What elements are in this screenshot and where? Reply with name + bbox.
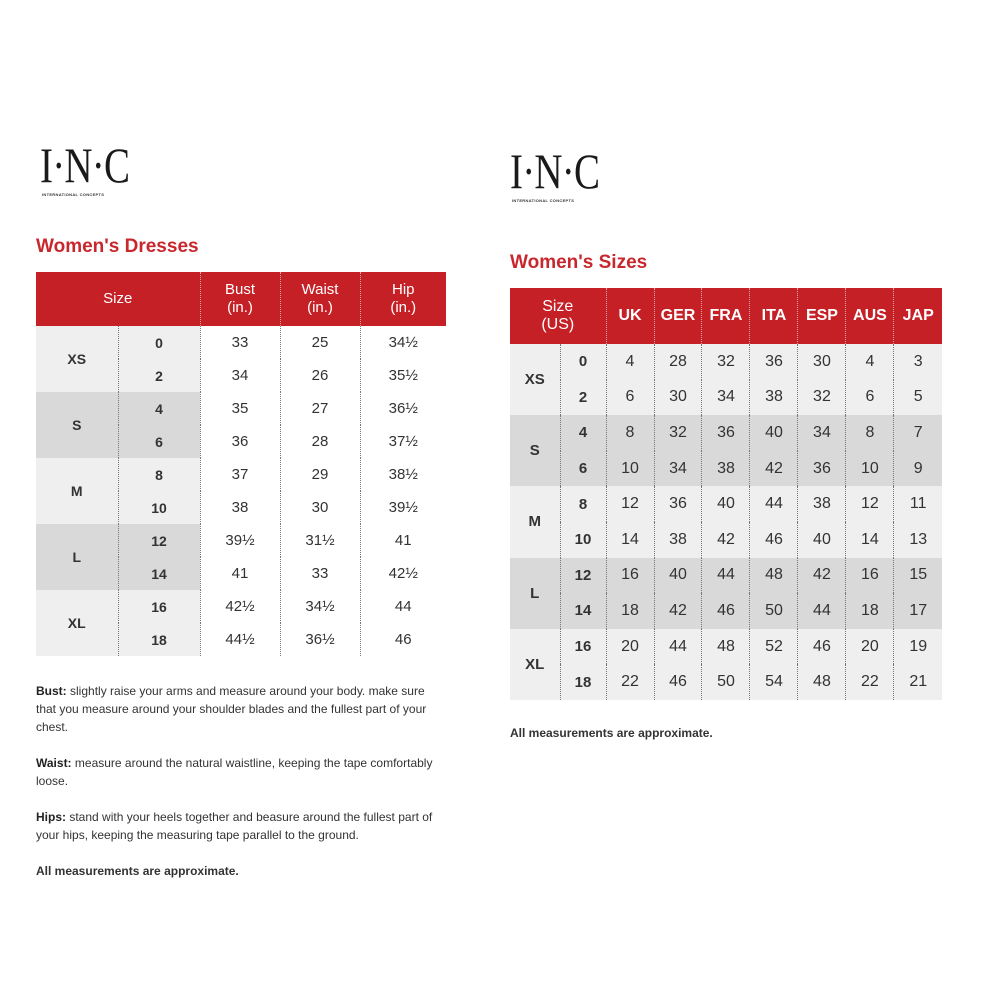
header-country: UK [606,288,654,344]
size-number: 4 [560,415,606,451]
header-country: ITA [750,288,798,344]
country-size-cell: 10 [846,451,894,487]
bust-cell: 38 [200,491,280,524]
country-size-cell: 6 [606,380,654,416]
logo-mark: I·N·C [40,137,130,193]
country-size-cell: 12 [606,486,654,522]
size-number: 18 [560,664,606,700]
country-size-cell: 32 [702,344,750,380]
bust-cell: 39½ [200,524,280,557]
inc-logo [510,143,942,216]
size-number: 12 [560,558,606,594]
country-size-cell: 50 [702,664,750,700]
bust-cell: 36 [200,425,280,458]
country-size-cell: 4 [846,344,894,380]
hip-cell: 34½ [360,326,446,359]
waist-cell: 30 [280,491,360,524]
country-size-cell: 28 [654,344,702,380]
country-size-cell: 44 [654,629,702,665]
country-size-cell: 44 [702,558,750,594]
country-size-cell: 44 [750,486,798,522]
size-letter: XL [510,629,560,700]
waist-cell: 36½ [280,623,360,656]
waist-cell: 33 [280,557,360,590]
table-row [510,522,942,558]
country-size-cell: 12 [846,486,894,522]
table-row [510,629,942,665]
hip-cell: 37½ [360,425,446,458]
size-number: 12 [118,524,200,557]
country-size-cell: 9 [894,451,942,487]
country-size-cell: 11 [894,486,942,522]
size-number: 10 [560,522,606,558]
country-size-cell: 46 [654,664,702,700]
country-size-cell: 14 [606,522,654,558]
logo-mark: I·N·C [510,143,600,199]
country-size-cell: 46 [702,593,750,629]
country-size-cell: 46 [798,629,846,665]
hip-cell: 36½ [360,392,446,425]
size-number: 16 [118,590,200,623]
country-size-cell: 21 [894,664,942,700]
hip-cell: 35½ [360,359,446,392]
country-size-cell: 34 [654,451,702,487]
table-row [510,486,942,522]
bust-cell: 42½ [200,590,280,623]
country-size-cell: 7 [894,415,942,451]
waist-cell: 29 [280,458,360,491]
hip-cell: 39½ [360,491,446,524]
country-size-cell: 17 [894,593,942,629]
dresses-title: Women's Dresses [36,236,199,257]
country-size-cell: 16 [606,558,654,594]
country-size-cell: 38 [798,486,846,522]
header-country: AUS [846,288,894,344]
womens-sizes-panel [510,140,942,740]
country-size-cell: 42 [654,593,702,629]
approximate-note: All measurements are approximate. [510,725,713,740]
country-size-cell: 30 [798,344,846,380]
country-size-cell: 18 [846,593,894,629]
size-number: 16 [560,629,606,665]
country-size-cell: 22 [606,664,654,700]
header-country: ESP [798,288,846,344]
table-row [36,590,446,623]
size-number: 14 [118,557,200,590]
country-size-cell: 36 [798,451,846,487]
bust-cell: 33 [200,326,280,359]
size-letter: L [36,524,118,590]
waist-cell: 27 [280,392,360,425]
international-size-table [510,288,942,700]
size-number: 2 [118,359,200,392]
country-size-cell: 34 [798,415,846,451]
country-size-cell: 40 [798,522,846,558]
bust-cell: 34 [200,359,280,392]
size-number: 10 [118,491,200,524]
sizes-title: Women's Sizes [510,252,648,273]
waist-cell: 26 [280,359,360,392]
country-size-cell: 20 [846,629,894,665]
country-size-cell: 13 [894,522,942,558]
country-size-cell: 38 [654,522,702,558]
country-size-cell: 42 [798,558,846,594]
country-size-cell: 48 [702,629,750,665]
country-size-cell: 44 [798,593,846,629]
country-size-cell: 8 [606,415,654,451]
country-size-cell: 36 [702,415,750,451]
country-size-cell: 54 [750,664,798,700]
country-size-cell: 42 [702,522,750,558]
header-size: Size [36,272,200,326]
size-letter: XS [36,326,118,392]
size-letter: L [510,558,560,629]
inc-logo [40,137,446,210]
table-row [36,392,446,425]
header-hip: Hip (in.) [360,272,446,326]
country-size-cell: 32 [798,380,846,416]
table-row [510,664,942,700]
size-number: 2 [560,380,606,416]
waist-cell: 28 [280,425,360,458]
waist-cell: 34½ [280,590,360,623]
header-bust: Bust (in.) [200,272,280,326]
size-letter: M [510,486,560,557]
size-letter: S [510,415,560,486]
hips-note: Hips: stand with your heels together and beasure around the fullest part of your hips, keeping the measuring tape parallel to the ground. [36,810,433,842]
country-size-cell: 6 [846,380,894,416]
size-letter: XL [36,590,118,656]
country-size-cell: 50 [750,593,798,629]
country-size-cell: 3 [894,344,942,380]
country-size-cell: 34 [702,380,750,416]
country-size-cell: 52 [750,629,798,665]
hip-cell: 38½ [360,458,446,491]
country-size-cell: 36 [654,486,702,522]
country-size-cell: 14 [846,522,894,558]
country-size-cell: 16 [846,558,894,594]
country-size-cell: 20 [606,629,654,665]
country-size-cell: 40 [750,415,798,451]
country-size-cell: 38 [750,380,798,416]
logo-subtitle: INTERNATIONAL CONCEPTS [42,192,105,197]
hip-cell: 41 [360,524,446,557]
table-row [510,451,942,487]
size-number: 6 [560,451,606,487]
country-size-cell: 15 [894,558,942,594]
table-row [510,380,942,416]
header-waist: Waist (in.) [280,272,360,326]
header-size-us: Size (US) [510,288,606,344]
header-country: GER [654,288,702,344]
country-size-cell: 40 [702,486,750,522]
country-size-cell: 36 [750,344,798,380]
size-number: 8 [118,458,200,491]
country-size-cell: 48 [798,664,846,700]
size-number: 18 [118,623,200,656]
table-header-row [36,272,446,326]
country-size-cell: 18 [606,593,654,629]
country-size-cell: 10 [606,451,654,487]
table-row [510,415,942,451]
size-number: 0 [118,326,200,359]
table-row [36,326,446,359]
country-size-cell: 5 [894,380,942,416]
country-size-cell: 4 [606,344,654,380]
logo-subtitle: INTERNATIONAL CONCEPTS [512,198,575,203]
size-number: 6 [118,425,200,458]
size-number: 8 [560,486,606,522]
table-header-row [510,288,942,344]
size-number: 4 [118,392,200,425]
country-size-cell: 48 [750,558,798,594]
bust-cell: 44½ [200,623,280,656]
country-size-cell: 30 [654,380,702,416]
size-letter: S [36,392,118,458]
waist-note: Waist: measure around the natural waistline, keeping the tape comfortably loose. [36,756,433,788]
country-size-cell: 19 [894,629,942,665]
table-row [36,458,446,491]
hip-cell: 46 [360,623,446,656]
hip-cell: 42½ [360,557,446,590]
bust-cell: 41 [200,557,280,590]
size-letter: XS [510,344,560,415]
table-row [510,558,942,594]
country-size-cell: 40 [654,558,702,594]
measurement-notes [36,682,446,880]
waist-cell: 31½ [280,524,360,557]
header-country: FRA [702,288,750,344]
approximate-note: All measurements are approximate. [36,864,239,878]
waist-cell: 25 [280,326,360,359]
bust-cell: 35 [200,392,280,425]
country-size-cell: 8 [846,415,894,451]
country-size-cell: 22 [846,664,894,700]
bust-cell: 37 [200,458,280,491]
size-number: 14 [560,593,606,629]
table-row [510,593,942,629]
country-size-cell: 42 [750,451,798,487]
hip-cell: 44 [360,590,446,623]
bust-note: Bust: slightly raise your arms and measure around your body. make sure that you measure around your shoulder blades and the fullest part of your chest. [36,684,427,734]
size-number: 0 [560,344,606,380]
table-row [510,344,942,380]
table-row [36,524,446,557]
size-letter: M [36,458,118,524]
country-size-cell: 38 [702,451,750,487]
header-country: JAP [894,288,942,344]
womens-dresses-panel [36,137,446,880]
country-size-cell: 46 [750,522,798,558]
country-size-cell: 32 [654,415,702,451]
dresses-size-table [36,272,446,656]
